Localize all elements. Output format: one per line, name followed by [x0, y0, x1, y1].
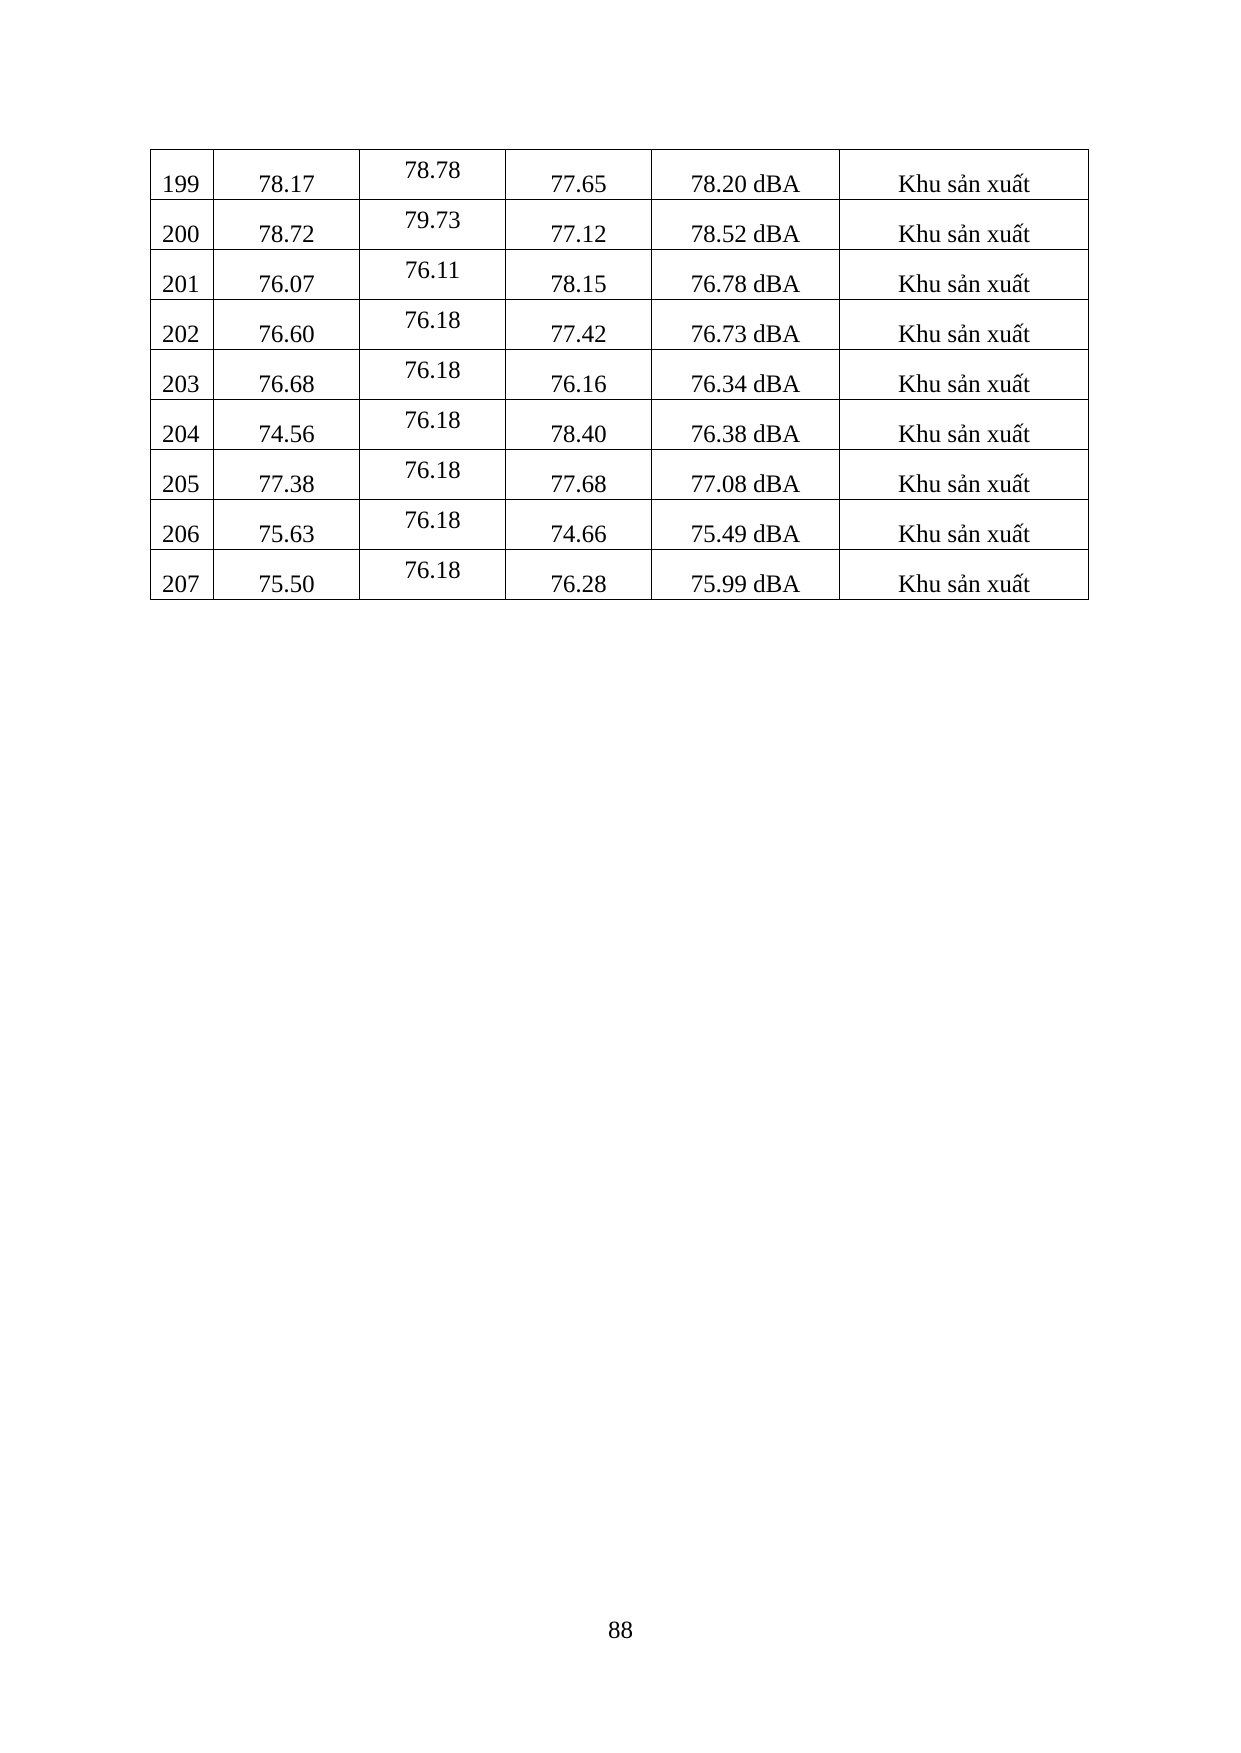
cell-measurement-3: 78.40: [506, 400, 652, 450]
table-row: [151, 200, 1089, 250]
cell-area: Khu sản xuất: [840, 400, 1089, 450]
table-row: [151, 250, 1089, 300]
cell-measurement-3: 77.68: [506, 450, 652, 500]
cell-measurement-1: 78.72: [214, 200, 360, 250]
cell-average: 78.52 dBA: [652, 200, 840, 250]
page-number: 88: [608, 1617, 633, 1644]
cell-point-id: 206: [151, 500, 214, 550]
cell-area: Khu sản xuất: [840, 200, 1089, 250]
cell-point-id: 205: [151, 450, 214, 500]
cell-measurement-1: 76.07: [214, 250, 360, 300]
table-row: [151, 500, 1089, 550]
cell-area: Khu sản xuất: [840, 350, 1089, 400]
table-row: [151, 400, 1089, 450]
cell-measurement-2: 76.18: [360, 300, 506, 350]
cell-area: Khu sản xuất: [840, 300, 1089, 350]
table-body: [151, 150, 1089, 600]
table-row: [151, 550, 1089, 600]
cell-average: 75.49 dBA: [652, 500, 840, 550]
cell-measurement-1: 74.56: [214, 400, 360, 450]
cell-point-id: 199: [151, 150, 214, 200]
cell-area: Khu sản xuất: [840, 500, 1089, 550]
cell-point-id: 202: [151, 300, 214, 350]
cell-average: 76.78 dBA: [652, 250, 840, 300]
cell-area: Khu sản xuất: [840, 250, 1089, 300]
cell-average: 75.99 dBA: [652, 550, 840, 600]
cell-measurement-2: 76.18: [360, 550, 506, 600]
cell-area: Khu sản xuất: [840, 550, 1089, 600]
cell-measurement-1: 77.38: [214, 450, 360, 500]
cell-measurement-2: 79.73: [360, 200, 506, 250]
cell-average: 76.73 dBA: [652, 300, 840, 350]
cell-point-id: 204: [151, 400, 214, 450]
cell-point-id: 207: [151, 550, 214, 600]
cell-point-id: 200: [151, 200, 214, 250]
noise-measurement-table: [150, 149, 1089, 600]
cell-measurement-2: 76.11: [360, 250, 506, 300]
cell-measurement-1: 76.60: [214, 300, 360, 350]
cell-average: 76.38 dBA: [652, 400, 840, 450]
cell-area: Khu sản xuất: [840, 450, 1089, 500]
cell-measurement-3: 76.16: [506, 350, 652, 400]
cell-average: 78.20 dBA: [652, 150, 840, 200]
cell-area: Khu sản xuất: [840, 150, 1089, 200]
cell-measurement-2: 76.18: [360, 400, 506, 450]
cell-measurement-3: 77.65: [506, 150, 652, 200]
cell-measurement-3: 74.66: [506, 500, 652, 550]
cell-measurement-3: 76.28: [506, 550, 652, 600]
cell-measurement-3: 77.42: [506, 300, 652, 350]
cell-average: 77.08 dBA: [652, 450, 840, 500]
cell-average: 76.34 dBA: [652, 350, 840, 400]
cell-measurement-2: 76.18: [360, 500, 506, 550]
cell-measurement-3: 77.12: [506, 200, 652, 250]
cell-point-id: 201: [151, 250, 214, 300]
table-row: [151, 350, 1089, 400]
cell-measurement-2: 76.18: [360, 350, 506, 400]
cell-measurement-3: 78.15: [506, 250, 652, 300]
cell-measurement-1: 78.17: [214, 150, 360, 200]
table-row: [151, 300, 1089, 350]
cell-measurement-1: 75.63: [214, 500, 360, 550]
cell-measurement-2: 78.78: [360, 150, 506, 200]
table-row: [151, 450, 1089, 500]
cell-measurement-2: 76.18: [360, 450, 506, 500]
cell-point-id: 203: [151, 350, 214, 400]
cell-measurement-1: 76.68: [214, 350, 360, 400]
cell-measurement-1: 75.50: [214, 550, 360, 600]
table-row: [151, 150, 1089, 200]
